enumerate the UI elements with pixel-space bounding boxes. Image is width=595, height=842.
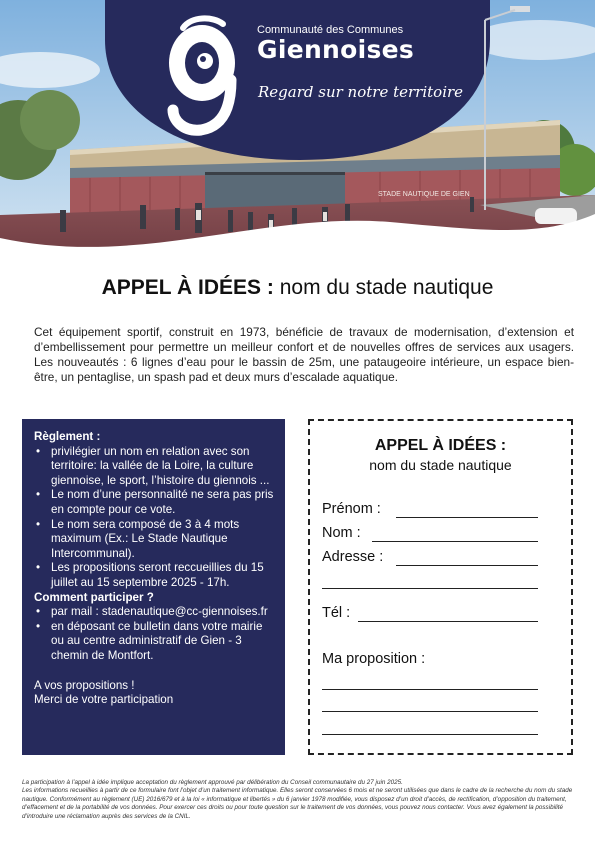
proposal-field-line3[interactable] — [322, 734, 538, 735]
page-title — [0, 276, 595, 300]
phone-field[interactable] — [358, 621, 538, 622]
legal-footer — [22, 779, 575, 821]
rule-item: • privilégier un nom en relation avec son territoire: la vallée de la Loire, la culture giennoise, le sport, l’histoire du giennois ... — [34, 445, 275, 489]
intro-paragraph: Cet équipement sportif, construit en 1973, bénéficie de travaux de modernisation, d’extension et d’embellissement pour permettre un meilleur confort et de nouvelles offres de services aux usagers. Les nouveautés : 6 lignes d’eau pour le bassin de 25m, une pataugeoire intérieure, un espace bien-être, un pentaglise, un spash pad et deux murs d’escalade aquatique. — [34, 325, 574, 384]
firstname-field[interactable] — [396, 517, 538, 518]
form-subtitle: nom du stade nautique — [369, 457, 512, 473]
address-field[interactable] — [396, 565, 538, 566]
org-name-big: Giennoises — [257, 35, 415, 64]
legal-text: Les informations recueillies à partir de ce formulaire font l’objet d’un traitement informatique. Elles seront conservées 6 mois et ne seront utilisées que dans le cadre de la recherche du nom du stade nautique. Conformément au règlement (UE) 2016/679 et à la loi « informatique et libertés » du 6 janvier 1978 modifiée, vous disposez d’un droit d’accès, de rectification, d’opposition du traitement, d’effacement et de la portabilité de vos données. Pour exercer ces droits ou pour toute question sur le traitement de vos données, vous pouvez nous contacter. Vous avez également la possibilité d’introduire une réclamation auprès des services de la CNIL. — [22, 787, 573, 820]
participate-heading: Comment participer ? — [34, 590, 154, 604]
proposal-label: Ma proposition : — [322, 651, 426, 667]
phone-label: Tél : — [322, 605, 351, 621]
closing-line: A vos propositions ! — [34, 678, 135, 692]
participate-item-email[interactable]: • par mail : stadenautique@cc-giennoises.fr — [34, 605, 275, 620]
rules-box — [22, 419, 285, 755]
logo-icon — [165, 14, 240, 139]
address-field-line2[interactable] — [322, 588, 538, 589]
rules-list — [34, 445, 275, 591]
participate-item-deposit: • en déposant ce bulletin dans votre mairie ou au centre administratif de Gien - 3 chemin de Montfort. — [34, 620, 275, 664]
proposal-field-line2[interactable] — [322, 711, 538, 712]
name-label: Nom : — [322, 525, 361, 541]
rules-heading: Règlement : — [34, 430, 101, 443]
entry-form — [308, 419, 573, 755]
title-bold: APPEL À IDÉES : — [101, 276, 274, 299]
title-rest: nom du stade nautique — [273, 276, 494, 299]
rule-item: • Le nom d’une personnalité ne sera pas pris en compte pour ce vote. — [34, 488, 275, 517]
hero-banner — [0, 0, 595, 262]
form-title: APPEL À IDÉES : — [374, 437, 507, 454]
org-name — [257, 24, 414, 64]
tagline: Regard sur notre territoire — [258, 83, 464, 101]
org-name-small: Communauté des Communes — [257, 24, 404, 36]
building-sign: STADE NAUTIQUE DE GIEN — [378, 191, 470, 198]
name-field[interactable] — [372, 541, 538, 542]
participate-list — [34, 605, 275, 663]
closing-line: Merci de votre participation — [34, 693, 174, 707]
rule-item: • Le nom sera composé de 3 à 4 mots maximum (Ex.: Le Stade Nautique Intercommunal). — [34, 518, 275, 562]
proposal-field-line1[interactable] — [322, 689, 538, 690]
address-label: Adresse : — [322, 549, 384, 565]
legal-line: La participation à l’appel à idée implique acceptation du règlement approuvé par délibération du Conseil communautaire du 27 juin 2025. — [22, 779, 403, 786]
firstname-label: Prénom : — [322, 501, 381, 517]
rule-item: • Les propositions seront reccueillies du 15 juillet au 15 septembre 2025 - 17h. — [34, 561, 275, 590]
